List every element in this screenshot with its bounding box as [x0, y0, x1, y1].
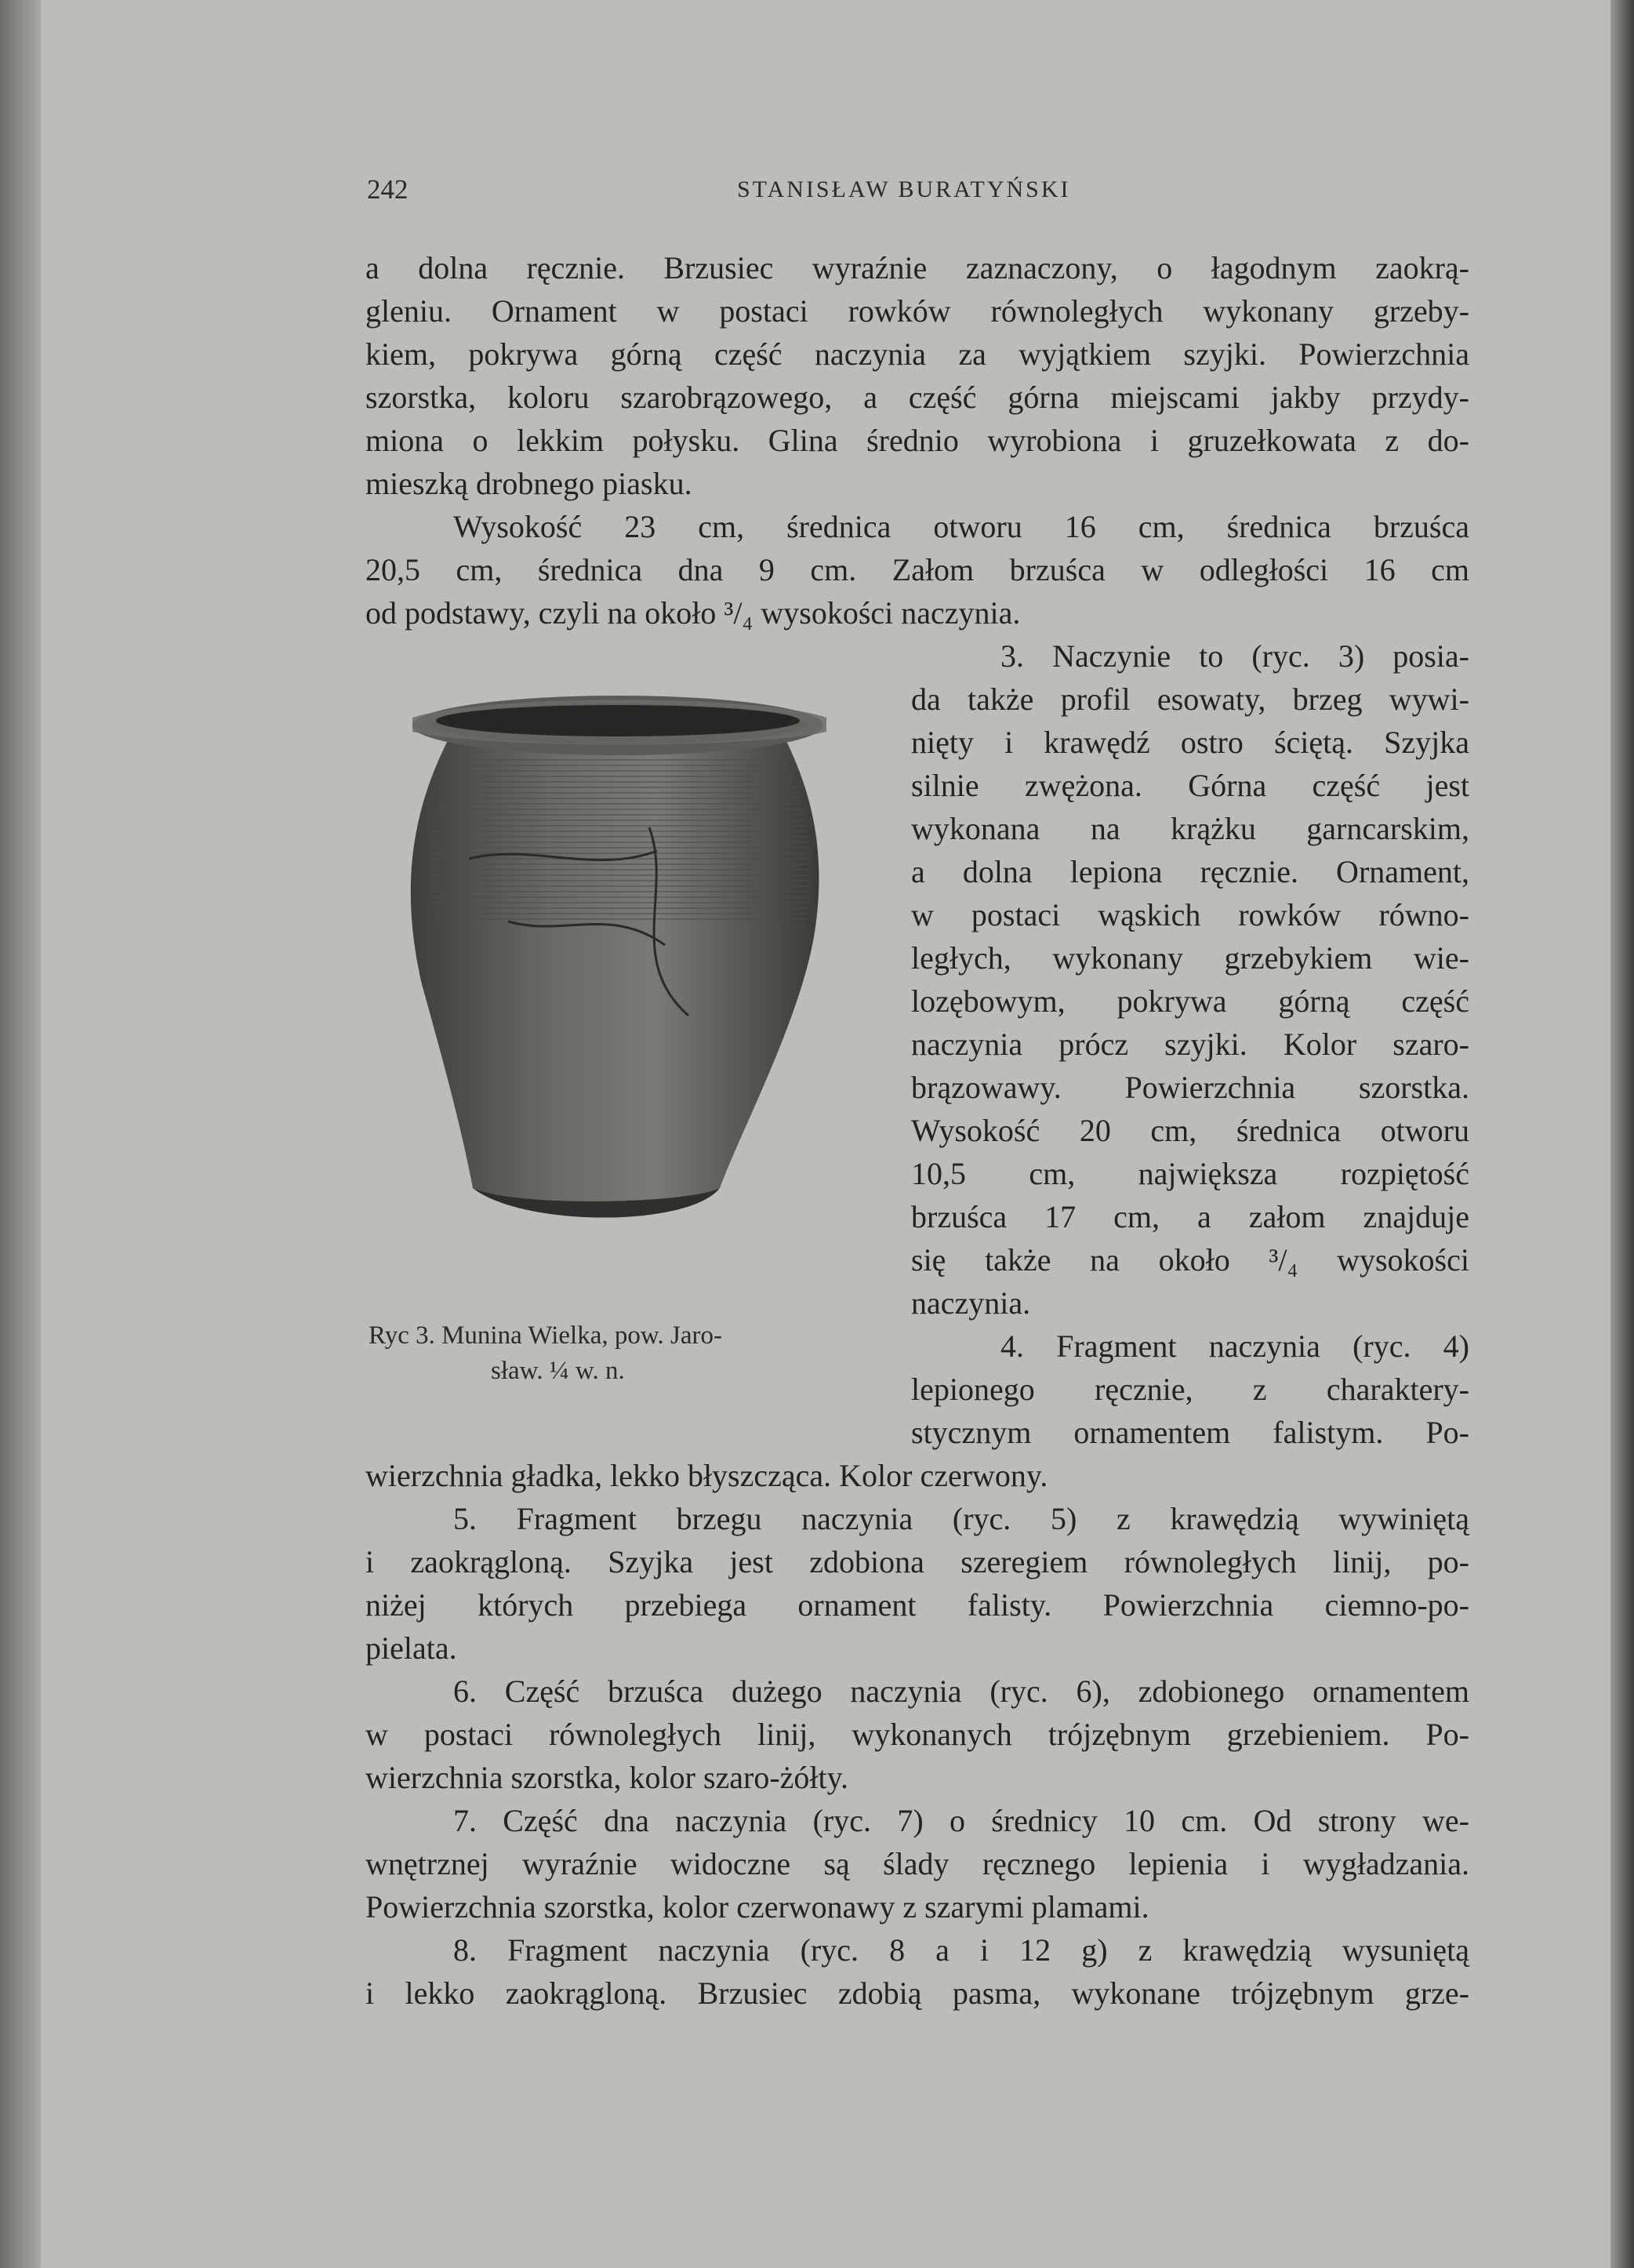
text-line: i zaokrągloną. Szyjka jest zdobiona szeregiem równoległych linij, po-: [365, 1544, 1469, 1579]
text-line: i lekko zaokrągloną. Brzusiec zdobią pasma, wykonane trójzębnym grze-: [365, 1975, 1469, 2011]
text-line: nięty i krawędź ostro ściętą. Szyjka: [911, 725, 1469, 760]
text-line: się także na około ³/₄ wysokości: [911, 1242, 1469, 1278]
vessel-photo: [390, 686, 845, 1259]
page-number: 242: [367, 174, 408, 205]
text-line: 4. Fragment naczynia (ryc. 4): [1000, 1328, 1469, 1364]
text-line: od podstawy, czyli na około ³/₄ wysokości naczynia.: [365, 595, 1021, 631]
text-line: 20,5 cm, średnica dna 9 cm. Załom brzuśca w odległości 16 cm: [365, 552, 1469, 587]
text-line: 8. Fragment naczynia (ryc. 8 a i 12 g) z krawędzią wysuniętą: [453, 1932, 1469, 1968]
text-line: 10,5 cm, największa rozpiętość: [911, 1156, 1469, 1191]
text-line: Powierzchnia szorstka, kolor czerwonawy z szarymi plamami.: [365, 1889, 1149, 1925]
text-line: kiem, pokrywa górną część naczynia za wyjątkiem szyjki. Powierzchnia: [365, 336, 1469, 372]
text-line: da także profil esowaty, brzeg wywi-: [911, 681, 1469, 717]
page-right-shadow: [1610, 0, 1634, 2268]
text-line: stycznym ornamentem falistym. Po-: [911, 1415, 1469, 1450]
text-line: a dolna lepiona ręcznie. Ornament,: [911, 854, 1469, 889]
text-line: lepionego ręcznie, z charaktery-: [911, 1372, 1469, 1407]
text-line: naczynia prócz szyjki. Kolor szaro-: [911, 1027, 1469, 1062]
figure-caption-line: sław. ¼ w. n.: [491, 1357, 625, 1385]
text-line: a dolna ręcznie. Brzusiec wyraźnie zaznaczony, o łagodnym zaokrą-: [365, 250, 1469, 285]
text-line: naczynia.: [911, 1285, 1031, 1321]
text-line: 5. Fragment brzegu naczynia (ryc. 5) z krawędzią wywiniętą: [453, 1501, 1469, 1536]
page-left-shadow: [0, 0, 41, 2268]
text-line: lozębowym, pokrywa górną część: [911, 983, 1469, 1019]
text-line: 6. Część brzuśca dużego naczynia (ryc. 6), zdobionego ornamentem: [453, 1674, 1469, 1709]
figure-caption-line: Ryc 3. Munina Wielka, pow. Jaro-: [369, 1321, 723, 1350]
text-line: wykonana na krążku garncarskim,: [911, 811, 1469, 846]
text-line: gleniu. Ornament w postaci rowków równoległych wykonany grzeby-: [365, 293, 1469, 329]
text-line: brzuśca 17 cm, a załom znajduje: [911, 1199, 1469, 1234]
text-line: w postaci wąskich rowków równo-: [911, 897, 1469, 932]
text-line: 3. Naczynie to (ryc. 3) posia-: [1000, 638, 1469, 674]
text-line: wierzchnia gładka, lekko błyszcząca. Kolor czerwony.: [365, 1458, 1048, 1493]
text-line: pielata.: [365, 1630, 457, 1666]
text-line: szorstka, koloru szarobrązowego, a część górna miejscami jakby przydy-: [365, 380, 1469, 415]
text-line: brązowawy. Powierzchnia szorstka.: [911, 1070, 1469, 1105]
text-line: Wysokość 20 cm, średnica otworu: [911, 1113, 1469, 1148]
text-line: wnętrznej wyraźnie widoczne są ślady ręcznego lepienia i wygładzania.: [365, 1846, 1469, 1881]
text-line: silnie zwężona. Górna część jest: [911, 768, 1469, 803]
text-line: Wysokość 23 cm, średnica otworu 16 cm, średnica brzuśca: [453, 509, 1469, 544]
text-line: wierzchnia szorstka, kolor szaro-żółty.: [365, 1760, 849, 1795]
text-line: miona o lekkim połysku. Glina średnio wyrobiona i gruzełkowata z do-: [365, 423, 1469, 458]
text-line: 7. Część dna naczynia (ryc. 7) o średnicy 10 cm. Od strony we-: [453, 1803, 1469, 1838]
text-line: niżej których przebiega ornament falisty. Powierzchnia ciemno-po-: [365, 1587, 1469, 1623]
running-head: STANISŁAW BURATYŃSKI: [737, 176, 1071, 202]
text-line: w postaci równoległych linij, wykonanych trójzębnym grzebieniem. Po-: [365, 1717, 1469, 1752]
text-line: ległych, wykonany grzebykiem wie-: [911, 940, 1469, 976]
text-line: mieszką drobnego piasku.: [365, 466, 692, 501]
